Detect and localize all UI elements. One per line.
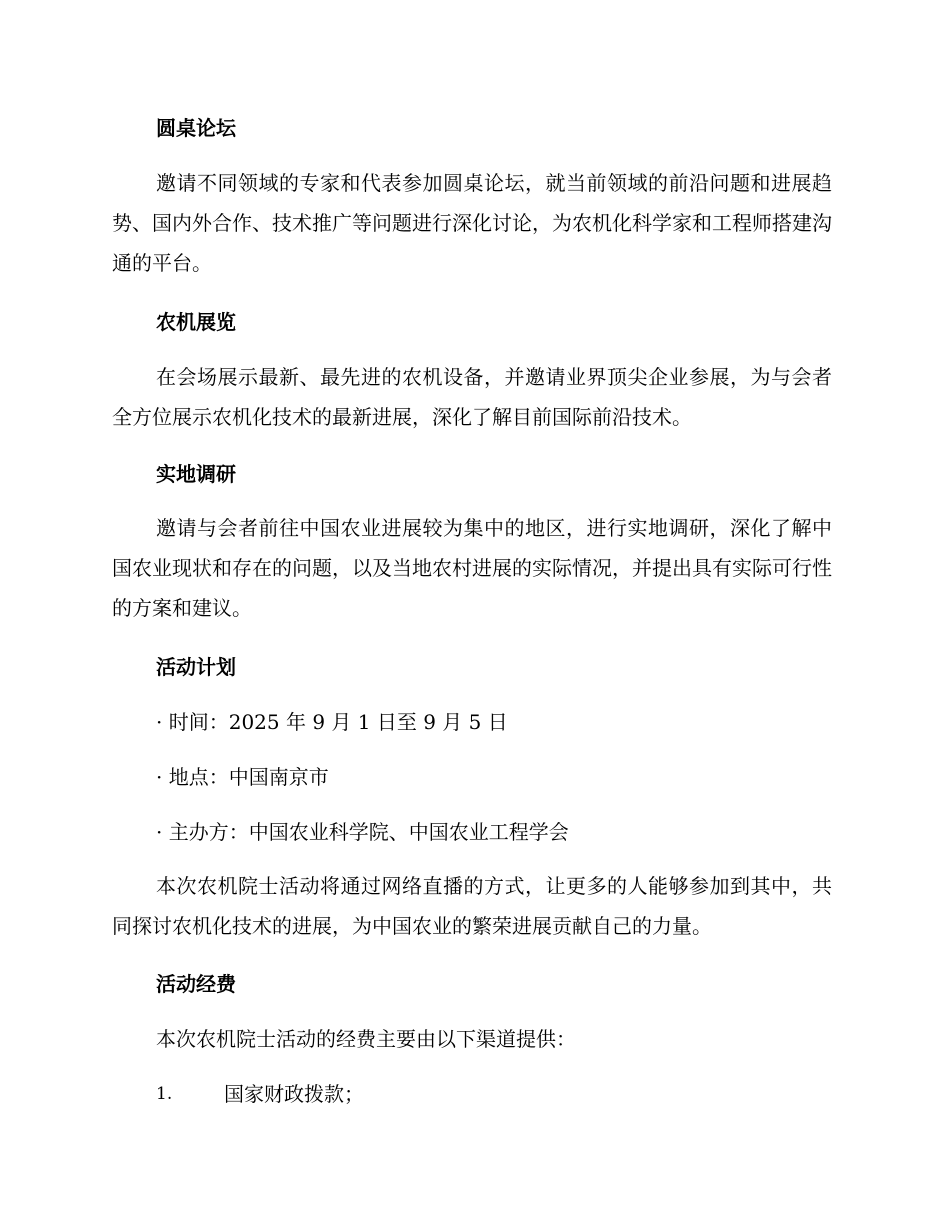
heading-exhibition: 农机展览: [156, 310, 236, 334]
heading-roundtable: 圆桌论坛: [156, 116, 236, 140]
list-item-number: 1.: [156, 1084, 173, 1104]
paragraph-exhibition: 在会场展示最新、最先进的农机设备，并邀请业界顶尖企业参展，为与会者全方位展示农机化技术的最新进展，深化了解目前国际前沿技术。: [112, 365, 832, 429]
heading-plan: 活动计划: [156, 655, 236, 679]
heading-field-research: 实地调研: [156, 462, 236, 486]
paragraph-roundtable: 邀请不同领域的专家和代表参加圆桌论坛，就当前领域的前沿问题和进展趋势、国内外合作、技术推广等问题进行深化讨论，为农机化科学家和工程师搭建沟通的平台。: [112, 171, 832, 275]
heading-funding: 活动经费: [156, 972, 236, 996]
paragraph-field-research: 邀请与会者前往中国农业进展较为集中的地区，进行实地调研，深化了解中国农业现状和存在的问题，以及当地农村进展的实际情况，并提出具有实际可行性的方案和建议。: [112, 516, 832, 620]
funding-intro: 本次农机院士活动的经费主要由以下渠道提供：: [156, 1027, 576, 1051]
plan-item-time: · 时间：2025 年 9 月 1 日至 9 月 5 日: [156, 710, 508, 734]
paragraph-plan: 本次农机院士活动将通过网络直播的方式，让更多的人能够参加到其中，共同探讨农机化技术的进展，为中国农业的繁荣进展贡献自己的力量。: [112, 874, 832, 938]
plan-item-organizer: · 主办方：中国农业科学院、中国农业工程学会: [156, 820, 569, 844]
plan-item-location: · 地点：中国南京市: [156, 765, 329, 789]
list-item-text: 国家财政拨款；: [224, 1082, 364, 1106]
